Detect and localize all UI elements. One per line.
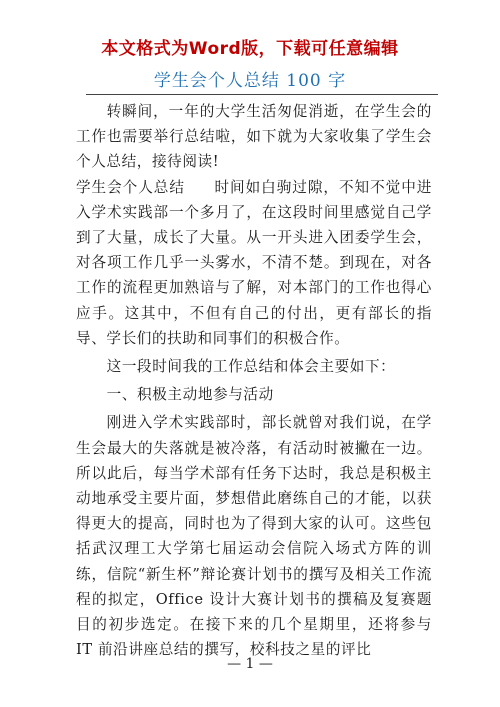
word-format-banner: 本文格式为Word版，下载可任意编辑 (101, 39, 399, 59)
summary-intro-paragraph: 这一段时间我的工作总结和体会主要如下： (106, 358, 396, 376)
subheading-participation: 一、积极主动地参与活动 (106, 386, 274, 404)
title-divider (86, 94, 438, 95)
participation-paragraph: 刚进入学术实践部时，部长就曾对我们说，在学生会最大的失落就是被冷落，有活动时被撇在一边。所以此后，每当学术部有任务下达时，我总是积极主动地承受主要片面，梦想借此磨练自己的才能，以获得更大的提高，同时也为了得到大家的认可。这些包括武汉理工大学第七届运动会信院入场式方阵的训练，信院“新生杯”辩论赛计划书的撰写及相关工作流程的拟定，Office 设计大赛计划书的撰稿及复赛题目的初步选定。在接下来的几个星期里，还将参与 IT 前沿讲座总结的撰写，校科技之星的评比 (76, 414, 432, 659)
intro-paragraph: 转瞬间，一年的大学生活匆促消逝，在学生会的工作也需要举行总结啦，如下就为大家收集了学生会个人总结，接待阅读! (76, 103, 432, 171)
page-title: 学生会个人总结 100 字 (153, 71, 347, 91)
page-number: — 1 — (227, 656, 273, 672)
section-heading: 学生会个人总结 (76, 178, 185, 196)
document-body (76, 99, 432, 662)
first-paragraph (76, 175, 432, 351)
first-paragraph-text: 时间如白驹过隙，不知不觉中进入学术实践部一个多月了，在这段时间里感觉自己学到了大量，成长了大量。从一开头进入团委学生会，对各项工作几乎一头雾水，不清不楚。到现在，对各工作的流程更加熟谙与了解，对本部门的工作也得心应手。这其中，不但有自己的付出，更有部长的指导、学长们的扶助和同事们的积极合作。 (76, 178, 432, 347)
